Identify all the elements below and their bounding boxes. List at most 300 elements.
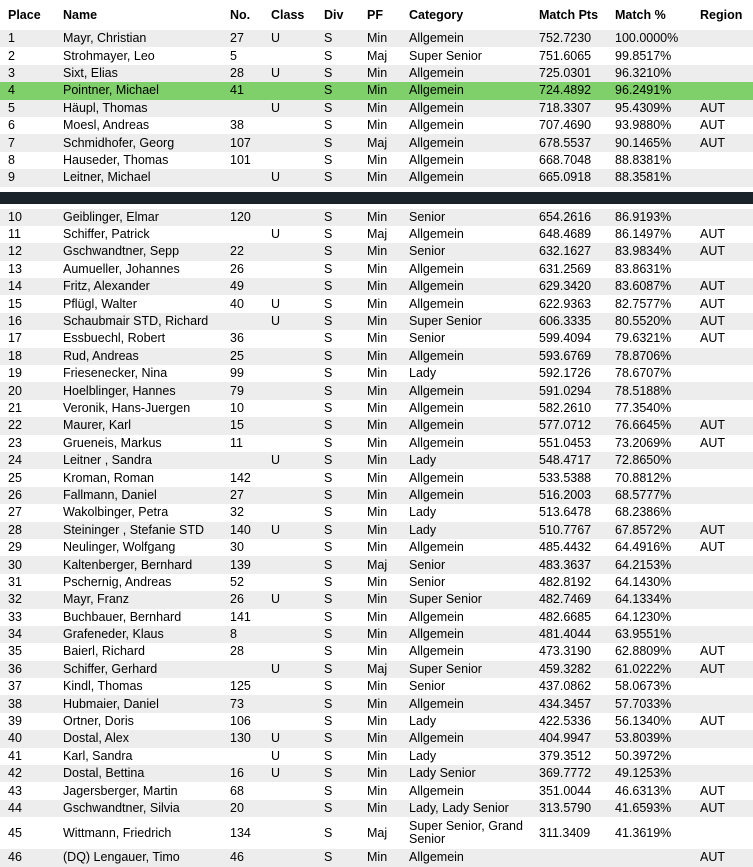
cell-pf: Min <box>359 678 401 695</box>
cell-no: 5 <box>222 47 263 64</box>
cell-pf: Min <box>359 243 401 260</box>
cell-div: S <box>316 849 359 866</box>
cell-no: 28 <box>222 65 263 82</box>
cell-match-pts: 482.6685 <box>531 609 607 626</box>
cell-match-pct: 96.3210% <box>607 65 692 82</box>
table-row[interactable] <box>0 661 753 678</box>
cell-match-pct: 61.0222% <box>607 661 692 678</box>
table-row[interactable] <box>0 417 753 434</box>
table-row[interactable] <box>0 382 753 399</box>
cell-name: Ortner, Doris <box>55 713 222 730</box>
cell-pf: Min <box>359 609 401 626</box>
table-row[interactable] <box>0 82 753 99</box>
cell-class: U <box>263 748 316 765</box>
cell-pf: Min <box>359 504 401 521</box>
cell-name: Hauseder, Thomas <box>55 152 222 169</box>
cell-category: Allgemein <box>401 626 531 643</box>
table-row[interactable] <box>0 539 753 556</box>
table-row[interactable] <box>0 365 753 382</box>
cell-name: Hoelblinger, Hannes <box>55 382 222 399</box>
cell-match-pts: 513.6478 <box>531 504 607 521</box>
cell-region: AUT <box>692 782 753 799</box>
cell-div: S <box>316 47 359 64</box>
cell-match-pct: 83.6087% <box>607 278 692 295</box>
table-row[interactable] <box>0 209 753 226</box>
cell-match-pts: 665.0918 <box>531 169 607 186</box>
cell-div: S <box>316 817 359 849</box>
cell-place: 25 <box>0 469 55 486</box>
cell-div: S <box>316 209 359 226</box>
cell-div: S <box>316 382 359 399</box>
cell-place: 17 <box>0 330 55 347</box>
cell-category: Super Senior <box>401 661 531 678</box>
cell-region: AUT <box>692 295 753 312</box>
table-row[interactable] <box>0 65 753 82</box>
cell-match-pct: 78.6707% <box>607 365 692 382</box>
cell-class <box>263 574 316 591</box>
cell-place: 6 <box>0 117 55 134</box>
cell-name: Aumueller, Johannes <box>55 261 222 278</box>
cell-region <box>692 365 753 382</box>
cell-place: 34 <box>0 626 55 643</box>
cell-region: AUT <box>692 539 753 556</box>
cell-no: 8 <box>222 626 263 643</box>
table-row[interactable] <box>0 817 753 849</box>
cell-div: S <box>316 261 359 278</box>
cell-no <box>222 226 263 243</box>
cell-match-pts: 629.3420 <box>531 278 607 295</box>
header-no[interactable]: No. <box>230 7 251 22</box>
cell-category: Super Senior <box>401 47 531 64</box>
cell-no: 27 <box>222 487 263 504</box>
cell-class <box>263 713 316 730</box>
cell-region <box>692 452 753 469</box>
cell-div: S <box>316 730 359 747</box>
cell-region <box>692 47 753 64</box>
cell-place: 28 <box>0 522 55 539</box>
cell-match-pts: 707.4690 <box>531 117 607 134</box>
header-match-pct[interactable]: Match % <box>615 7 666 22</box>
table-row[interactable] <box>0 278 753 295</box>
cell-category: Allgemein <box>401 539 531 556</box>
cell-pf: Min <box>359 782 401 799</box>
cell-div: S <box>316 661 359 678</box>
table-row[interactable] <box>0 47 753 64</box>
table-row[interactable] <box>0 591 753 608</box>
cell-match-pct: 99.8517% <box>607 47 692 64</box>
table-row[interactable] <box>0 556 753 573</box>
cell-class <box>263 435 316 452</box>
cell-pf: Min <box>359 382 401 399</box>
cell-region: AUT <box>692 278 753 295</box>
cell-region <box>692 382 753 399</box>
cell-match-pct: 100.0000% <box>607 30 692 47</box>
cell-class <box>263 678 316 695</box>
cell-div: S <box>316 487 359 504</box>
cell-class: U <box>263 661 316 678</box>
cell-match-pts: 473.3190 <box>531 643 607 660</box>
header-match-pts[interactable]: Match Pts <box>539 7 599 22</box>
cell-class: U <box>263 452 316 469</box>
cell-no: 26 <box>222 261 263 278</box>
cell-region <box>692 152 753 169</box>
header-class[interactable]: Class <box>271 7 305 22</box>
cell-no: 41 <box>222 82 263 99</box>
table-row[interactable] <box>0 243 753 260</box>
cell-place: 13 <box>0 261 55 278</box>
cell-match-pts: 678.5537 <box>531 134 607 151</box>
cell-place: 21 <box>0 400 55 417</box>
table-row[interactable] <box>0 261 753 278</box>
table-row[interactable] <box>0 522 753 539</box>
cell-place: 45 <box>0 817 55 849</box>
cell-name: Maurer, Karl <box>55 417 222 434</box>
table-row[interactable] <box>0 504 753 521</box>
cell-category: Allgemein <box>401 295 531 312</box>
cell-region <box>692 30 753 47</box>
cell-class <box>263 609 316 626</box>
cell-place: 22 <box>0 417 55 434</box>
cell-no: 49 <box>222 278 263 295</box>
cell-no: 142 <box>222 469 263 486</box>
cell-place: 38 <box>0 695 55 712</box>
cell-region: AUT <box>692 117 753 134</box>
cell-category: Allgemein <box>401 65 531 82</box>
cell-place: 18 <box>0 348 55 365</box>
cell-pf: Min <box>359 65 401 82</box>
cell-pf: Min <box>359 100 401 117</box>
cell-region: AUT <box>692 522 753 539</box>
cell-match-pct: 46.6313% <box>607 782 692 799</box>
cell-class <box>263 504 316 521</box>
table-row[interactable] <box>0 574 753 591</box>
table-row[interactable] <box>0 100 753 117</box>
cell-pf: Maj <box>359 47 401 64</box>
cell-pf: Min <box>359 574 401 591</box>
cell-pf: Maj <box>359 661 401 678</box>
cell-no <box>222 100 263 117</box>
cell-match-pct: 50.3972% <box>607 748 692 765</box>
cell-name: Schaubmair STD, Richard <box>55 313 222 330</box>
cell-class <box>263 348 316 365</box>
cell-place: 39 <box>0 713 55 730</box>
cell-match-pts: 648.4689 <box>531 226 607 243</box>
table-row[interactable] <box>0 295 753 312</box>
table-row[interactable] <box>0 226 753 243</box>
cell-place: 27 <box>0 504 55 521</box>
table-row[interactable] <box>0 800 753 817</box>
cell-class: U <box>263 226 316 243</box>
cell-region: AUT <box>692 800 753 817</box>
cell-region: AUT <box>692 100 753 117</box>
cell-place: 43 <box>0 782 55 799</box>
cell-class <box>263 261 316 278</box>
cell-no: 120 <box>222 209 263 226</box>
table-row[interactable] <box>0 713 753 730</box>
cell-region <box>692 65 753 82</box>
cell-div: S <box>316 134 359 151</box>
cell-category: Lady <box>401 452 531 469</box>
cell-place: 23 <box>0 435 55 452</box>
cell-pf: Min <box>359 765 401 782</box>
cell-no: 68 <box>222 782 263 799</box>
cell-no: 36 <box>222 330 263 347</box>
header-row <box>0 0 753 30</box>
cell-region <box>692 209 753 226</box>
cell-pf: Min <box>359 152 401 169</box>
cell-no: 22 <box>222 243 263 260</box>
cell-name: Sixt, Elias <box>55 65 222 82</box>
cell-no: 15 <box>222 417 263 434</box>
cell-match-pct: 67.8572% <box>607 522 692 539</box>
cell-name: Dostal, Bettina <box>55 765 222 782</box>
cell-match-pts: 510.7767 <box>531 522 607 539</box>
cell-pf: Min <box>359 539 401 556</box>
cell-region <box>692 574 753 591</box>
cell-class: U <box>263 30 316 47</box>
table-row[interactable] <box>0 313 753 330</box>
cell-pf: Min <box>359 313 401 330</box>
cell-place: 46 <box>0 849 55 866</box>
cell-class: U <box>263 169 316 186</box>
cell-name: Pflügl, Walter <box>55 295 222 312</box>
cell-match-pts: 533.5388 <box>531 469 607 486</box>
cell-class: U <box>263 65 316 82</box>
cell-match-pct: 68.5777% <box>607 487 692 504</box>
cell-region: AUT <box>692 661 753 678</box>
table-row[interactable] <box>0 400 753 417</box>
cell-no: 26 <box>222 591 263 608</box>
table-row[interactable] <box>0 765 753 782</box>
cell-class <box>263 695 316 712</box>
table-row[interactable] <box>0 626 753 643</box>
cell-place: 2 <box>0 47 55 64</box>
cell-region <box>692 626 753 643</box>
table-row[interactable] <box>0 117 753 134</box>
cell-region <box>692 400 753 417</box>
cell-class <box>263 417 316 434</box>
cell-match-pct: 64.1334% <box>607 591 692 608</box>
cell-place: 16 <box>0 313 55 330</box>
cell-region: AUT <box>692 713 753 730</box>
table-row[interactable] <box>0 152 753 169</box>
cell-region: AUT <box>692 849 753 866</box>
cell-region <box>692 695 753 712</box>
cell-class: U <box>263 730 316 747</box>
cell-no: 11 <box>222 435 263 452</box>
cell-place: 40 <box>0 730 55 747</box>
cell-pf: Min <box>359 522 401 539</box>
cell-match-pct: 73.2069% <box>607 435 692 452</box>
header-name[interactable]: Name <box>63 7 98 22</box>
cell-class <box>263 47 316 64</box>
results-body <box>0 30 753 867</box>
cell-class: U <box>263 591 316 608</box>
cell-match-pts: 632.1627 <box>531 243 607 260</box>
cell-category: Senior <box>401 678 531 695</box>
cell-no: 52 <box>222 574 263 591</box>
cell-place: 33 <box>0 609 55 626</box>
cell-pf: Min <box>359 469 401 486</box>
table-row[interactable] <box>0 678 753 695</box>
cell-pf: Min <box>359 643 401 660</box>
cell-name: Baierl, Richard <box>55 643 222 660</box>
cell-div: S <box>316 435 359 452</box>
cell-div: S <box>316 243 359 260</box>
cell-region: AUT <box>692 417 753 434</box>
cell-match-pts: 351.0044 <box>531 782 607 799</box>
header-place[interactable]: Place <box>8 7 41 22</box>
table-row[interactable] <box>0 469 753 486</box>
cell-div: S <box>316 400 359 417</box>
header-category[interactable]: Category <box>409 7 464 22</box>
table-row[interactable] <box>0 695 753 712</box>
table-row[interactable] <box>0 487 753 504</box>
cell-region <box>692 261 753 278</box>
table-row[interactable] <box>0 609 753 626</box>
cell-match-pts: 516.2003 <box>531 487 607 504</box>
cell-category: Allgemein <box>401 435 531 452</box>
cell-category: Allgemein <box>401 226 531 243</box>
cell-div: S <box>316 452 359 469</box>
cell-pf: Min <box>359 800 401 817</box>
cell-region <box>692 82 753 99</box>
cell-place: 31 <box>0 574 55 591</box>
cell-pf: Min <box>359 730 401 747</box>
cell-name: Kroman, Roman <box>55 469 222 486</box>
cell-name: Strohmayer, Leo <box>55 47 222 64</box>
cell-pf: Min <box>359 695 401 712</box>
cell-match-pts: 551.0453 <box>531 435 607 452</box>
cell-category: Allgemein <box>401 117 531 134</box>
cell-no: 134 <box>222 817 263 849</box>
cell-name: Pointner, Michael <box>55 82 222 99</box>
cell-match-pct: 64.1430% <box>607 574 692 591</box>
cell-match-pct: 64.2153% <box>607 556 692 573</box>
cell-name: Hubmaier, Daniel <box>55 695 222 712</box>
cell-div: S <box>316 417 359 434</box>
table-row[interactable] <box>0 169 753 186</box>
cell-match-pts: 725.0301 <box>531 65 607 82</box>
header-div[interactable]: Div <box>324 7 344 22</box>
cell-class <box>263 626 316 643</box>
cell-div: S <box>316 348 359 365</box>
cell-no: 20 <box>222 800 263 817</box>
table-row[interactable] <box>0 348 753 365</box>
cell-match-pts: 404.9947 <box>531 730 607 747</box>
cell-region <box>692 817 753 849</box>
cell-name: Rud, Andreas <box>55 348 222 365</box>
table-row[interactable] <box>0 748 753 765</box>
cell-no: 46 <box>222 849 263 866</box>
cell-div: S <box>316 591 359 608</box>
cell-region: AUT <box>692 330 753 347</box>
cell-place: 8 <box>0 152 55 169</box>
cell-match-pct: 78.8706% <box>607 348 692 365</box>
cell-region <box>692 556 753 573</box>
table-row[interactable] <box>0 330 753 347</box>
group-separator <box>0 192 753 204</box>
cell-match-pct: 77.3540% <box>607 400 692 417</box>
cell-place: 20 <box>0 382 55 399</box>
cell-name: Moesl, Andreas <box>55 117 222 134</box>
cell-match-pct: 56.1340% <box>607 713 692 730</box>
cell-div: S <box>316 226 359 243</box>
cell-match-pts: 459.3282 <box>531 661 607 678</box>
cell-no <box>222 169 263 186</box>
cell-no: 79 <box>222 382 263 399</box>
cell-match-pts: 751.6065 <box>531 47 607 64</box>
cell-name: Schiffer, Gerhard <box>55 661 222 678</box>
cell-div: S <box>316 30 359 47</box>
cell-category: Allgemein <box>401 849 531 866</box>
cell-place: 4 <box>0 82 55 99</box>
cell-region <box>692 765 753 782</box>
cell-region: AUT <box>692 435 753 452</box>
cell-match-pts: 593.6769 <box>531 348 607 365</box>
cell-category: Super Senior, Grand Senior <box>401 817 531 849</box>
cell-name: Essbuechl, Robert <box>55 330 222 347</box>
cell-class: U <box>263 313 316 330</box>
cell-category: Allgemein <box>401 261 531 278</box>
cell-no: 106 <box>222 713 263 730</box>
cell-class <box>263 382 316 399</box>
table-row[interactable] <box>0 452 753 469</box>
table-row[interactable] <box>0 435 753 452</box>
cell-class <box>263 800 316 817</box>
cell-name: Geiblinger, Elmar <box>55 209 222 226</box>
cell-match-pct: 83.8631% <box>607 261 692 278</box>
cell-category: Allgemein <box>401 169 531 186</box>
cell-match-pct: 49.1253% <box>607 765 692 782</box>
cell-match-pct: 86.1497% <box>607 226 692 243</box>
cell-pf: Min <box>359 348 401 365</box>
cell-div: S <box>316 800 359 817</box>
cell-place: 10 <box>0 209 55 226</box>
cell-class <box>263 400 316 417</box>
cell-category: Allgemein <box>401 609 531 626</box>
cell-match-pts: 482.8192 <box>531 574 607 591</box>
cell-no: 107 <box>222 134 263 151</box>
cell-category: Super Senior <box>401 591 531 608</box>
cell-place: 29 <box>0 539 55 556</box>
table-row[interactable] <box>0 730 753 747</box>
cell-match-pct: 88.8381% <box>607 152 692 169</box>
cell-class <box>263 469 316 486</box>
cell-category: Senior <box>401 330 531 347</box>
table-row[interactable] <box>0 30 753 47</box>
cell-name: Buchbauer, Bernhard <box>55 609 222 626</box>
table-row[interactable] <box>0 643 753 660</box>
header-region[interactable]: Region <box>700 7 743 22</box>
cell-region: AUT <box>692 134 753 151</box>
header-pf[interactable]: PF <box>367 7 383 22</box>
cell-place: 24 <box>0 452 55 469</box>
cell-match-pct: 80.5520% <box>607 313 692 330</box>
cell-place: 30 <box>0 556 55 573</box>
cell-category: Allgemein <box>401 782 531 799</box>
cell-no: 10 <box>222 400 263 417</box>
cell-match-pct: 95.4309% <box>607 100 692 117</box>
cell-match-pts: 481.4044 <box>531 626 607 643</box>
cell-no: 40 <box>222 295 263 312</box>
cell-pf: Min <box>359 452 401 469</box>
table-row[interactable] <box>0 134 753 151</box>
table-row[interactable] <box>0 782 753 799</box>
cell-category: Lady <box>401 522 531 539</box>
cell-no: 125 <box>222 678 263 695</box>
cell-pf: Min <box>359 82 401 99</box>
